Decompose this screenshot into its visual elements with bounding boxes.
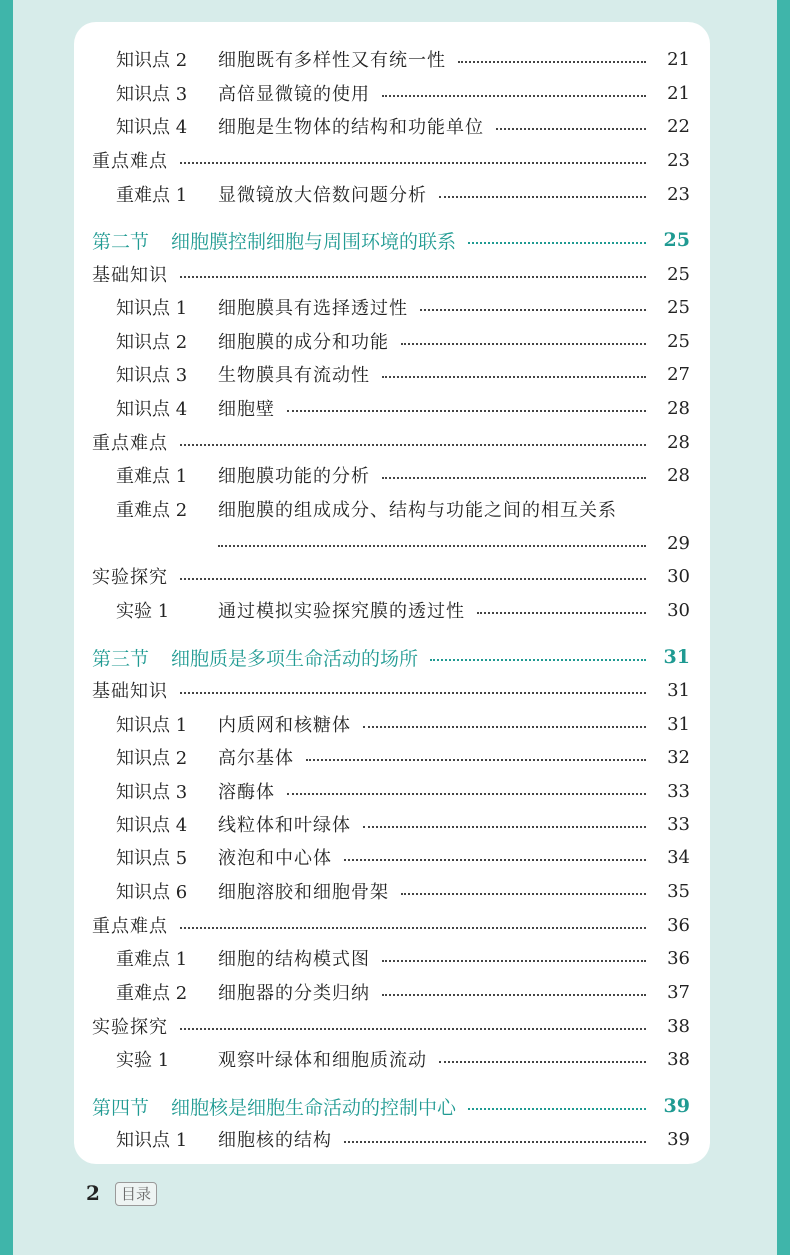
toc-entry[interactable] — [116, 809, 690, 839]
page-ref: 29 — [667, 532, 690, 554]
dot-leader — [180, 274, 646, 278]
entry-label: 知识点 2 — [116, 748, 188, 769]
page-ref: 35 — [667, 880, 690, 902]
dot-leader — [382, 93, 646, 97]
page-ref: 23 — [667, 149, 690, 171]
entry-title: 细胞膜具有选择透过性 — [218, 298, 408, 319]
page-ref: 25 — [667, 296, 690, 318]
dot-leader — [401, 341, 646, 345]
entry-title: 基础知识 — [92, 265, 168, 286]
dot-leader — [180, 576, 646, 580]
page-ref: 21 — [667, 48, 690, 70]
dot-leader — [218, 543, 646, 547]
entry-label: 知识点 1 — [116, 298, 188, 319]
dot-leader — [468, 1106, 646, 1110]
toc-entry[interactable] — [116, 943, 690, 973]
contents-badge: 目录 — [115, 1182, 157, 1206]
page-ref: 22 — [667, 115, 690, 137]
toc-group[interactable] — [92, 145, 690, 175]
dot-leader — [468, 240, 646, 244]
entry-title: 基础知识 — [92, 681, 168, 702]
entry-title: 生物膜具有流动性 — [218, 365, 370, 386]
page-ref: 23 — [667, 183, 690, 205]
page-ref: 36 — [667, 947, 690, 969]
entry-title: 线粒体和叶绿体 — [218, 815, 351, 836]
entry-label: 重难点 2 — [116, 983, 188, 1004]
entry-title: 细胞是生物体的结构和功能单位 — [218, 117, 484, 138]
page-ref: 38 — [667, 1015, 690, 1037]
dot-leader — [287, 791, 646, 795]
section-label: 第二节 — [92, 230, 150, 253]
page-ref: 36 — [667, 914, 690, 936]
page-ref: 39 — [663, 1095, 690, 1117]
page-ref: 39 — [667, 1128, 690, 1150]
page-ref: 21 — [667, 82, 690, 104]
section-title: 细胞膜控制细胞与周围环境的联系 — [171, 230, 457, 253]
page-ref: 31 — [667, 679, 690, 701]
entry-title: 实验探究 — [92, 1017, 168, 1038]
page-ref: 33 — [667, 780, 690, 802]
toc-card — [74, 22, 710, 1164]
page-ref: 25 — [667, 330, 690, 352]
dot-leader — [401, 891, 646, 895]
toc-entry[interactable] — [116, 595, 690, 625]
dot-leader — [180, 442, 646, 446]
dot-leader — [458, 59, 646, 63]
entry-title: 细胞壁 — [218, 399, 275, 420]
entry-label: 知识点 1 — [116, 715, 188, 736]
dot-leader — [382, 374, 646, 378]
toc-entry[interactable] — [116, 494, 690, 524]
page-ref: 25 — [667, 263, 690, 285]
toc-group[interactable] — [92, 427, 690, 457]
entry-title: 细胞溶胶和细胞骨架 — [218, 882, 389, 903]
entry-title: 重点难点 — [92, 916, 168, 937]
dot-leader — [382, 958, 646, 962]
toc-entry[interactable] — [116, 359, 690, 389]
entry-title: 高尔基体 — [218, 748, 294, 769]
dot-leader — [439, 194, 646, 198]
toc-entry[interactable] — [116, 1044, 690, 1074]
page-ref: 28 — [667, 464, 690, 486]
entry-label: 知识点 6 — [116, 882, 188, 903]
entry-label: 知识点 3 — [116, 84, 188, 105]
right-edge-bar — [777, 0, 790, 1255]
section-heading[interactable] — [92, 225, 690, 255]
dot-leader — [477, 610, 646, 614]
dot-leader — [382, 992, 646, 996]
toc-group[interactable] — [92, 561, 690, 591]
page-ref: 32 — [667, 746, 690, 768]
entry-label: 实验 1 — [116, 1050, 170, 1071]
toc-group[interactable] — [92, 259, 690, 289]
toc-entry[interactable] — [116, 292, 690, 322]
entry-title: 观察叶绿体和细胞质流动 — [218, 1050, 427, 1071]
left-edge-bar — [0, 0, 13, 1255]
toc-entry[interactable] — [116, 842, 690, 872]
toc-group[interactable] — [92, 1011, 690, 1041]
dot-leader — [287, 408, 646, 412]
page-ref: 28 — [667, 431, 690, 453]
entry-label: 实验 1 — [116, 601, 170, 622]
toc-entry[interactable] — [116, 44, 690, 74]
dot-leader — [496, 126, 646, 130]
page-ref: 38 — [667, 1048, 690, 1070]
dot-leader — [363, 824, 646, 828]
toc-entry[interactable] — [116, 977, 690, 1007]
entry-title: 显微镜放大倍数问题分析 — [218, 185, 427, 206]
entry-label: 知识点 4 — [116, 399, 188, 420]
entry-label: 知识点 3 — [116, 782, 188, 803]
dot-leader — [430, 657, 646, 661]
page-ref: 27 — [667, 363, 690, 385]
entry-title: 细胞核的结构 — [218, 1130, 332, 1151]
page-ref: 28 — [667, 397, 690, 419]
entry-label: 重难点 1 — [116, 466, 188, 487]
entry-label: 重难点 1 — [116, 185, 188, 206]
page-ref: 30 — [667, 599, 690, 621]
dot-leader — [306, 757, 646, 761]
page-ref: 33 — [667, 813, 690, 835]
dot-leader — [420, 307, 646, 311]
toc-entry[interactable] — [116, 709, 690, 739]
entry-label: 知识点 5 — [116, 848, 188, 869]
dot-leader — [180, 1026, 646, 1030]
entry-label: 知识点 3 — [116, 365, 188, 386]
section-heading[interactable] — [92, 1091, 690, 1121]
entry-title: 细胞膜功能的分析 — [218, 466, 370, 487]
entry-title: 细胞膜的成分和功能 — [218, 332, 389, 353]
toc-entry[interactable] — [116, 876, 690, 906]
dot-leader — [363, 724, 646, 728]
dot-leader — [180, 690, 646, 694]
section-label: 第四节 — [92, 1096, 150, 1119]
section-title: 细胞质是多项生命活动的场所 — [171, 647, 419, 670]
page-ref: 31 — [663, 646, 690, 668]
entry-title: 细胞的结构模式图 — [218, 949, 370, 970]
entry-title: 内质网和核糖体 — [218, 715, 351, 736]
toc-group[interactable] — [92, 910, 690, 940]
toc-group[interactable] — [92, 675, 690, 705]
section-title: 细胞核是细胞生命活动的控制中心 — [171, 1096, 457, 1119]
section-heading[interactable] — [92, 642, 690, 672]
entry-label: 知识点 4 — [116, 815, 188, 836]
page-ref: 34 — [667, 846, 690, 868]
entry-title: 细胞既有多样性又有统一性 — [218, 50, 446, 71]
section-label: 第三节 — [92, 647, 150, 670]
page-ref: 25 — [663, 229, 690, 251]
toc-entry[interactable] — [116, 742, 690, 772]
entry-label: 知识点 1 — [116, 1130, 188, 1151]
dot-leader — [344, 1139, 646, 1143]
entry-title: 细胞膜的组成成分、结构与功能之间的相互关系 — [218, 500, 617, 521]
entry-title: 液泡和中心体 — [218, 848, 332, 869]
entry-title: 通过模拟实验探究膜的透过性 — [218, 601, 465, 622]
entry-title: 高倍显微镜的使用 — [218, 84, 370, 105]
page-ref: 30 — [667, 565, 690, 587]
entry-title: 重点难点 — [92, 433, 168, 454]
entry-label: 重难点 1 — [116, 949, 188, 970]
entry-label: 重难点 2 — [116, 500, 188, 521]
dot-leader — [180, 160, 646, 164]
entry-label: 知识点 2 — [116, 332, 188, 353]
toc-entry[interactable] — [116, 776, 690, 806]
entry-title: 重点难点 — [92, 151, 168, 172]
toc-entry[interactable] — [116, 1124, 690, 1154]
toc-entry-continuation[interactable] — [218, 528, 690, 558]
dot-leader — [382, 475, 646, 479]
page-ref: 31 — [667, 713, 690, 735]
toc-entry[interactable] — [116, 460, 690, 490]
toc-entry[interactable] — [116, 326, 690, 356]
page-ref: 37 — [667, 981, 690, 1003]
toc-entry[interactable] — [116, 393, 690, 423]
dot-leader — [180, 925, 646, 929]
toc-entry[interactable] — [116, 179, 690, 209]
entry-title: 细胞器的分类归纳 — [218, 983, 370, 1004]
entry-label: 知识点 4 — [116, 117, 188, 138]
toc-entry[interactable] — [116, 111, 690, 141]
entry-title: 溶酶体 — [218, 782, 275, 803]
dot-leader — [439, 1059, 646, 1063]
entry-title: 实验探究 — [92, 567, 168, 588]
toc-entry[interactable] — [116, 78, 690, 108]
entry-label: 知识点 2 — [116, 50, 188, 71]
dot-leader — [344, 857, 646, 861]
page-number: 2 — [86, 1181, 100, 1205]
